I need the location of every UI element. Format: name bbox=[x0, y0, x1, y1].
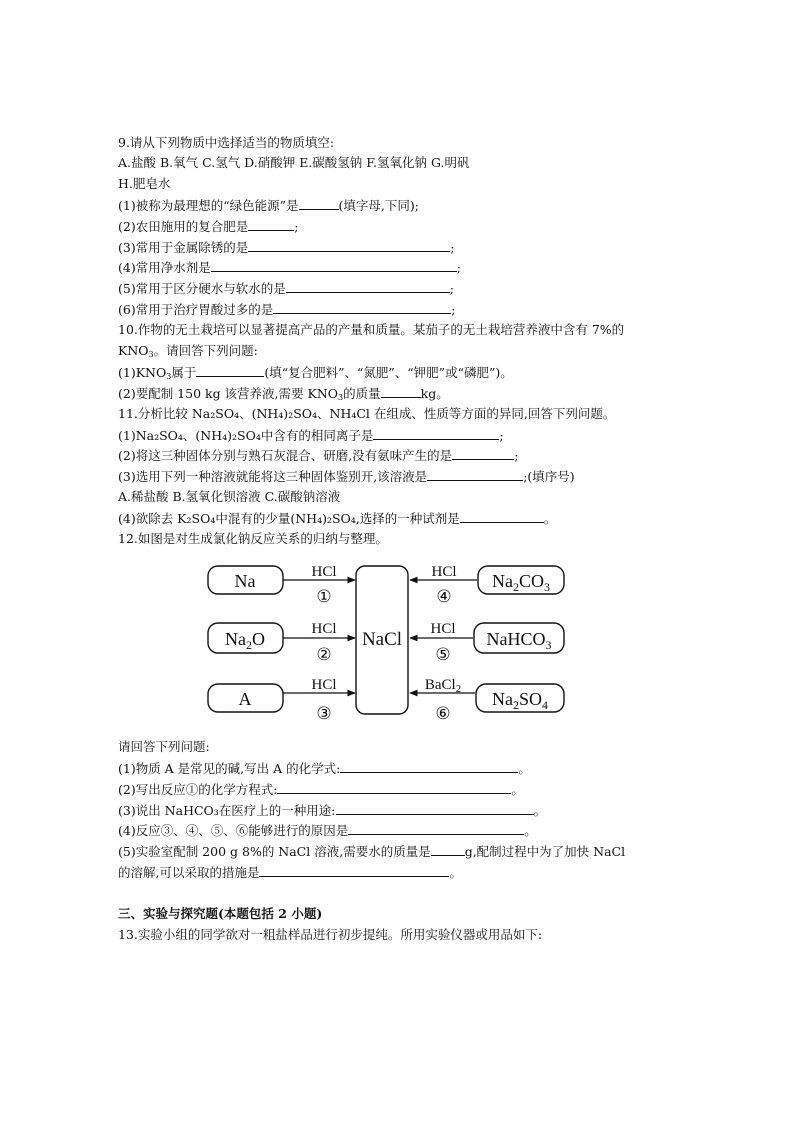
answer-blank[interactable] bbox=[273, 301, 451, 314]
answer-blank[interactable] bbox=[427, 468, 523, 481]
q10-stem: 10.作物的无土栽培可以显著提高产品的产量和质量。某茄子的无土栽培营养液中含有 7%的 bbox=[118, 322, 625, 337]
reaction-num-6: ⑥ bbox=[435, 704, 451, 723]
right-box-2-label: NaHCO$_3$ bbox=[486, 629, 552, 652]
answer-blank[interactable] bbox=[452, 447, 514, 460]
reaction-num-3: ③ bbox=[316, 704, 332, 723]
q10-sub2: (2)要配制 150 kg 该营养液,需要 $KNO_3$的质量 kg。 bbox=[118, 386, 449, 402]
reaction-num-4: ④ bbox=[436, 587, 452, 606]
reaction-num-2: ② bbox=[316, 645, 332, 664]
reagent-5: HCl bbox=[430, 621, 456, 637]
q12-sub1: (1)物质 A 是常见的碱,写出 A 的化学式: 。 bbox=[118, 761, 531, 776]
q11-sub4: (4)欲除去 K₂SO₄中混有的少量(NH₄)₂SO₄,选择的一种试剂是 。 bbox=[118, 511, 557, 526]
q9-sub3: (3)常用于金属除锈的是 ; bbox=[118, 240, 455, 255]
reaction-num-5: ⑤ bbox=[435, 645, 451, 664]
q9-sub1: (1)被称为最理想的“绿色能源”是 (填字母,下同); bbox=[118, 198, 419, 213]
reagent-3: HCl bbox=[311, 677, 337, 693]
right-box-1-label: $Na_2CO_3$ bbox=[491, 571, 551, 594]
answer-blank[interactable] bbox=[248, 239, 450, 252]
answer-blank[interactable] bbox=[299, 197, 339, 210]
q11-options: A.稀盐酸 B.氢氧化钡溶液 C.碳酸钠溶液 bbox=[118, 489, 341, 504]
reagent-6: BaCl$_2$ bbox=[424, 677, 462, 695]
right-box-3-label: $Na_2SO_4$ bbox=[491, 689, 549, 712]
section-title: 三、实验与探究题(本题包括 2 小题) bbox=[118, 906, 323, 921]
answer-blank[interactable] bbox=[373, 427, 499, 440]
answer-blank[interactable] bbox=[211, 259, 457, 272]
left-box-3-label: A bbox=[238, 689, 252, 709]
q10-sub1: $(1)KNO_3$属于 (填“复合肥料”、“氮肥”、“钾肥”或“磷肥”)。 bbox=[118, 365, 513, 381]
q10-stem-cont: $KNO_3$。请回答下列问题: bbox=[118, 343, 258, 359]
q11-sub2: (2)将这三种固体分别与熟石灰混合、研磨,没有氨味产生的是 ; bbox=[118, 448, 519, 463]
q11-sub1: (1)Na₂SO₄、(NH₄)₂SO₄中含有的相同离子是 ; bbox=[118, 428, 504, 443]
q11-stem: 11.分析比较 Na₂SO₄、(NH₄)₂SO₄、NH₄Cl 在组成、性质等方面的异同,回答下列问题。 bbox=[118, 406, 616, 421]
answer-blank[interactable] bbox=[340, 760, 518, 773]
answer-blank[interactable] bbox=[277, 781, 511, 794]
reagent-2: HCl bbox=[311, 621, 337, 637]
answer-blank[interactable] bbox=[248, 218, 294, 231]
reaction-diagram bbox=[200, 560, 576, 724]
answer-blank[interactable] bbox=[259, 864, 449, 877]
q9-stem: 9.请从下列物质中选择适当的物质填空: bbox=[118, 135, 335, 150]
q12-sub2: (2)写出反应①的化学方程式: 。 bbox=[118, 782, 524, 797]
q9-sub6: (6)常用于治疗胃酸过多的是 ; bbox=[118, 302, 456, 317]
left-box-2-label: $Na_2O$ bbox=[225, 629, 265, 652]
answer-blank[interactable] bbox=[196, 364, 264, 377]
answer-blank[interactable] bbox=[336, 802, 534, 815]
center-label: NaCl bbox=[361, 629, 403, 650]
q9-sub5: (5)常用于区分硬水与软水的是 ; bbox=[118, 281, 454, 296]
reaction-num-1: ① bbox=[316, 587, 332, 606]
q12-sub4: (4)反应③、④、⑤、⑥能够进行的原因是 。 bbox=[118, 823, 537, 838]
reagent-1: HCl bbox=[311, 564, 337, 580]
answer-blank[interactable] bbox=[431, 843, 465, 856]
q12-sub5-cont: 的溶解,可以采取的措施是 。 bbox=[118, 865, 462, 880]
answer-blank[interactable] bbox=[381, 385, 421, 398]
q13-stem: 13.实验小组的同学欲对一粗盐样品进行初步提纯。所用实验仪器或用品如下: bbox=[118, 927, 543, 942]
answer-blank[interactable] bbox=[286, 280, 450, 293]
q11-sub3: (3)选用下列一种溶液就能将这三种固体鉴别开,该溶液是 ;(填序号) bbox=[118, 469, 575, 484]
reagent-4: HCl bbox=[431, 564, 457, 580]
q12-stem: 12.如图是对生成氯化钠反应关系的归纳与整理。 bbox=[118, 531, 388, 546]
q12-ask: 请回答下列问题: bbox=[118, 739, 210, 754]
left-box-1-label: Na bbox=[234, 571, 256, 591]
answer-blank[interactable] bbox=[460, 510, 544, 523]
q12-sub5: (5)实验室配制 200 g 8%的 NaCl 溶液,需要水的质量是 g,配制过程中为了加快 NaCl bbox=[118, 844, 626, 859]
q9-options: A.盐酸 B.氧气 C.氢气 D.硝酸钾 E.碳酸氢钠 F.氢氧化钠 G.明矾 bbox=[118, 155, 470, 170]
q9-options-cont: H.肥皂水 bbox=[118, 176, 171, 191]
answer-blank[interactable] bbox=[348, 822, 524, 835]
q9-sub4: (4)常用净水剂是 ; bbox=[118, 260, 461, 275]
q9-sub2: (2)农田施用的复合肥是 ; bbox=[118, 219, 299, 234]
q12-sub3: (3)说出 NaHCO₃在医疗上的一种用途: 。 bbox=[118, 803, 547, 818]
